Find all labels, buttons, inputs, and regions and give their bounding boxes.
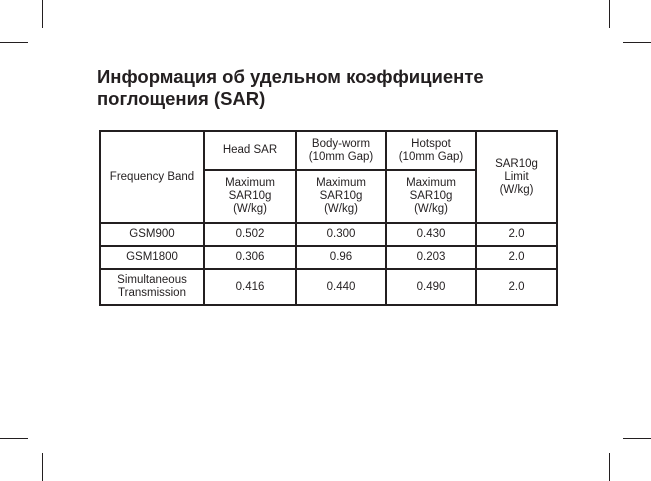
crop-mark xyxy=(42,453,43,481)
subheader-line: Maximum xyxy=(225,177,275,189)
page-title-line-1: Информация об удельном коэффициенте xyxy=(97,66,484,87)
crop-mark xyxy=(0,438,28,439)
header-body-worn-line: (10mm Gap) xyxy=(308,150,374,163)
table-row xyxy=(100,223,557,246)
crop-mark xyxy=(42,0,43,28)
subheader-line: (W/kg) xyxy=(233,203,267,215)
cell-band: GSM1800 xyxy=(100,246,204,269)
header-sar-limit xyxy=(476,131,557,223)
cell-limit: 2.0 xyxy=(476,269,557,305)
cell-body-worn: 0.96 xyxy=(296,246,386,269)
cell-body-worn: 0.300 xyxy=(296,223,386,246)
subheader-body-maximum xyxy=(296,170,386,223)
crop-mark xyxy=(623,438,651,439)
cell-head-sar: 0.416 xyxy=(204,269,296,305)
subheader-line: Maximum xyxy=(316,177,366,189)
cell-band-line: Transmission xyxy=(118,287,186,299)
header-body-worn-line: Body-worm xyxy=(311,137,371,150)
header-sar-limit-line: Limit xyxy=(504,170,529,183)
header-frequency-band: Frequency Band xyxy=(100,131,204,223)
table-header-row xyxy=(100,131,557,170)
subheader-head-maximum xyxy=(204,170,296,223)
table-row xyxy=(100,269,557,305)
crop-mark xyxy=(609,453,610,481)
cell-head-sar: 0.306 xyxy=(204,246,296,269)
cell-hotspot: 0.490 xyxy=(386,269,476,305)
header-hotspot-line: Hotspot xyxy=(411,137,451,150)
subheader-line: SAR10g xyxy=(319,190,363,202)
cell-band xyxy=(100,269,204,305)
crop-mark xyxy=(0,42,28,43)
header-sar-limit-line: SAR10g xyxy=(495,157,538,170)
table-row xyxy=(100,246,557,269)
subheader-line: SAR10g xyxy=(228,190,272,202)
header-body-worn xyxy=(296,131,386,170)
page-title xyxy=(97,66,577,110)
crop-mark xyxy=(609,0,610,28)
cell-head-sar: 0.502 xyxy=(204,223,296,246)
subheader-line: (W/kg) xyxy=(324,203,358,215)
subheader-line: (W/kg) xyxy=(414,203,448,215)
header-hotspot xyxy=(386,131,476,170)
header-head-sar: Head SAR xyxy=(204,131,296,170)
cell-limit: 2.0 xyxy=(476,223,557,246)
cell-band-line: Simultaneous xyxy=(117,274,187,286)
cell-band: GSM900 xyxy=(100,223,204,246)
cell-hotspot: 0.203 xyxy=(386,246,476,269)
cell-hotspot: 0.430 xyxy=(386,223,476,246)
cell-body-worn: 0.440 xyxy=(296,269,386,305)
subheader-hotspot-maximum xyxy=(386,170,476,223)
sar-table xyxy=(99,130,558,306)
header-sar-limit-line: (W/kg) xyxy=(499,183,534,196)
subheader-line: Maximum xyxy=(406,177,456,189)
header-hotspot-line: (10mm Gap) xyxy=(398,150,464,163)
subheader-line: SAR10g xyxy=(409,190,453,202)
crop-mark xyxy=(623,42,651,43)
cell-limit: 2.0 xyxy=(476,246,557,269)
page-title-line-2: поглощения (SAR) xyxy=(97,88,266,109)
